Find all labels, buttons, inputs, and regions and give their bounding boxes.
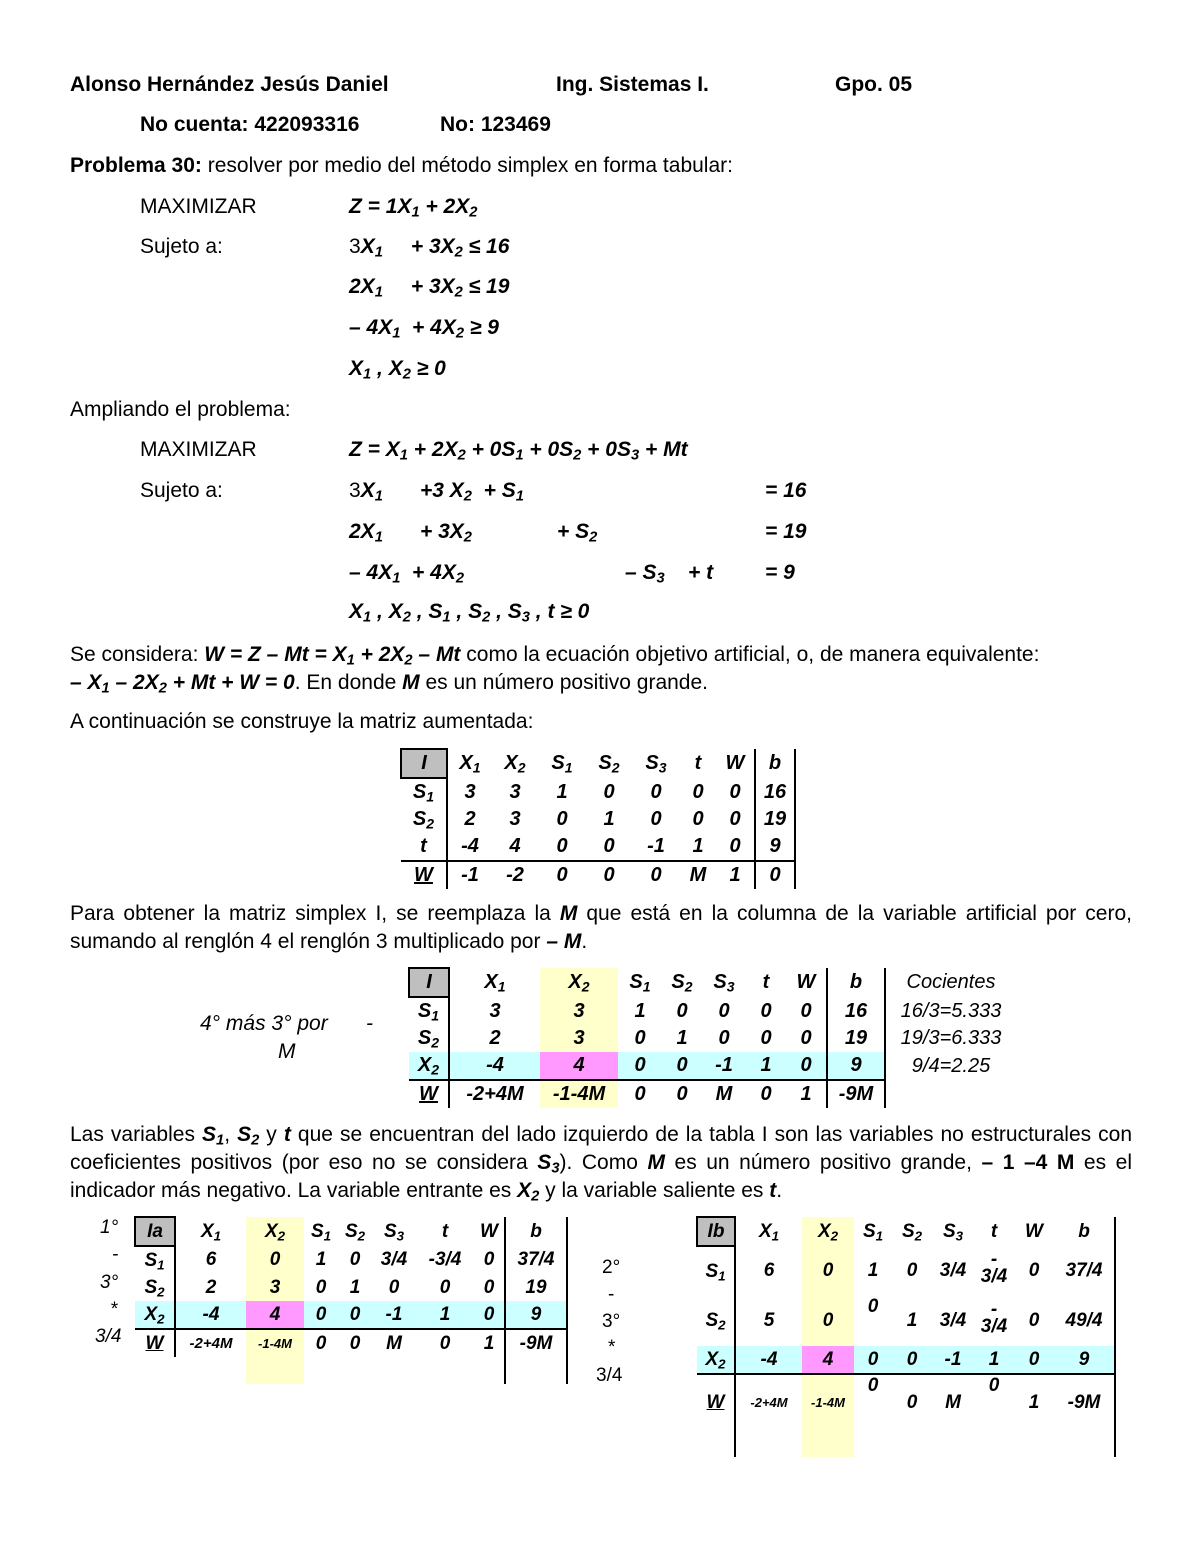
subject-to-label: Sujeto a: [140,235,223,258]
expanded-constraint-3: – $4X_1 + 4X_2$ [349,561,464,587]
expanded-constraint-2-mid: + $3X_2$ [420,520,472,546]
text-como-la: como la ecuación objetivo artificial, o, de manera equivalente: [460,643,1040,666]
simplex-matrix-Ib: Ib $X_1$ $X_2$ $S_1$ $S_2$ $S_3$ t W b $S_1$ 6 0 1 0 3/4 - 3/4 0 37/4 $S_2$ 5 0 0 1 3/4 - 3/4 0 49/4 $X_2$ -4 4 0 0 -1 1 0 9 W -2+4M -1-4M 0 0 M 0 1 -9M [696,1216,1116,1457]
text-indicador: es el indicador más negativo. La variable entrante es [70,1151,1132,1202]
student-name: Alonso Hernández Jesús Daniel [70,73,389,96]
op-label-2: - [112,1244,119,1265]
simplex-matrix-Ia: Ia $X_1$ $X_2$ $S_1$ $S_2$ $S_3$ t W b $S_1$ 6 0 1 0 3/4 -3/4 0 37/4 $S_2$ 2 3 0 1 0 0 0 19 $X_2$ -4 4 0 0 -1 1 0 9 W -2+4M -1-4M 0 0 M 0 1 -9M [134,1216,568,1384]
objective-function-expanded: $Z = X_1 + 2X_2 + 0S_1 + 0S_2 + 0S_3 + Mt$ [349,438,688,464]
text-para-obtener-2: que está en la columna de la variable artificial por cero, sumando al renglón 4 el renglón 3 multiplicado por [70,902,1132,953]
constraint-3: – $4X_1 + 4X_2 \ge 9$ [349,316,499,342]
op-label-4: * [110,1299,118,1320]
text-se-considera: Se considera: [70,643,199,666]
expanded-constraint-3-rhs: = 9 [765,561,795,584]
row-operation-note-m: M [278,1040,296,1063]
op-label-3: 3° [100,1272,119,1293]
expanded-constraint-2-s2: + $S_2$ [557,520,598,546]
text-como: ). Como [559,1151,638,1174]
maximize-label: MAXIMIZAR [140,195,257,218]
objective-function: $Z = 1X_1 + 2X_2$ [349,195,478,221]
text-saliente: y la variable saliente es [539,1179,764,1202]
simplex-matrix-I: I $X_1$ $X_2$ $S_1$ $S_2$ $S_3$ t W b Cocientes $S_1$ 3 3 1 0 0 0 0 16 16/3=5.333 $S_2$ 2 3 0 1 0 0 0 19 19/3=6.333 $X_2$ -4 4 0 0 -1 1 0 9 9/4=2.25 W -2+4M -1-4M 0 0 M 0 1 -9M [408,967,1016,1108]
problem-title: Problema 30: [70,154,202,177]
entering-leaving-paragraph: Las variables $S_1$, $S_2$ y t que se encuentran del lado izquierdo de la tabla I son las variables no estructurales con coeficientes positivos (por eso no se considera $S_3$). Como M es un número positivo grande, – 1 –4 M es el indicador más negativo. La variable entrante es $X_2$ y la variable saliente es t. [70,1123,1133,1205]
augmented-matrix-intro: A continuación se construye la matriz aumentada: [70,710,534,733]
mid-op-label-5: 3/4 [596,1365,623,1386]
account-number: No cuenta: 422093316 [140,113,360,136]
mid-op-label-2: - [608,1284,615,1305]
constraint-1: $3X_1 + 3X_2 \le 16$ [349,235,510,261]
mid-op-label-4: * [608,1337,616,1358]
mid-op-label-3: 3° [602,1311,621,1332]
course-name: Ing. Sistemas I. [556,73,709,96]
augmented-matrix: I $X_1$ $X_2$ $S_1$ $S_2$ $S_3$ t W b $S_1$ 3 3 1 0 0 0 0 16 $S_2$ 2 3 0 1 0 0 0 19 t -4 4 0 0 -1 1 0 9 W -1 -2 0 0 0 M 1 0 [400,748,796,889]
mid-op-label-1: 2° [602,1257,621,1278]
student-number: No: 123469 [440,113,551,136]
problem-statement [70,154,733,178]
text-para-obtener-1: Para obtener la matriz simplex I, se reemplaza la [70,902,551,925]
nonnegativity: $X_1$ , $X_2 \ge 0$ [349,357,446,383]
expanded-constraint-1-mid: +3 $X_2 + S_1$ [420,479,524,505]
expanded-constraint-2: $2X_1$ [349,520,383,546]
problem-instruction: resolver por medio del método simplex en forma tabular: [201,154,733,177]
group-label: Gpo. 05 [835,73,913,96]
expanded-constraint-1: $3X_1$ [349,479,383,505]
expanded-constraint-1-rhs: = 16 [765,479,807,502]
simplex-matrix-paragraph: Para obtener la matriz simplex I, se reemplaza la M que está en la columna de la variable artificial por cero, sumando al renglón 4 el renglón 3 multiplicado por – M. [70,902,1132,953]
text-es-numero: es un número positivo grande. [419,671,708,694]
subject-to-label-2: Sujeto a: [140,479,223,502]
row-operation-note: 4° más 3° por [200,1012,328,1035]
text-es-positivo: es un número positivo grande, [664,1151,972,1174]
expanded-nonnegativity: $X_1$ , $X_2$ , $S_1$ , $S_2$ , $S_3$ , t ≥ 0 [349,600,590,626]
op-label-1: 1° [100,1217,119,1238]
artificial-objective-paragraph: Se considera: $W = Z - Mt = X_1 + 2X_2 - Mt$ como la ecuación objetivo artificial, o, de manera equivalente: – $X_1 - 2X_2 + Mt + W = 0$. En donde M es un número positivo grande. [70,643,1040,697]
text-en-donde: . En donde [294,671,397,694]
expanded-constraint-3-s3: – $S_3$ + t [625,561,714,587]
op-label-5: 3/4 [95,1326,122,1347]
maximize-label-2: MAXIMIZAR [140,438,257,461]
text-las-variables: Las variables [70,1123,195,1146]
expanded-constraint-2-rhs: = 19 [765,520,807,543]
constraint-2: $2X_1 + 3X_2 \le 19$ [349,275,510,301]
expanding-label: Ampliando el problema: [70,398,291,421]
row-operation-note-dash: - [366,1012,373,1035]
text-que-se: que se encuentran del lado izquierdo de la tabla I son las variables no estructurales con coeficientes positivos (por eso no se considera [70,1123,1133,1174]
matrix-header-cell: I [401,749,447,778]
